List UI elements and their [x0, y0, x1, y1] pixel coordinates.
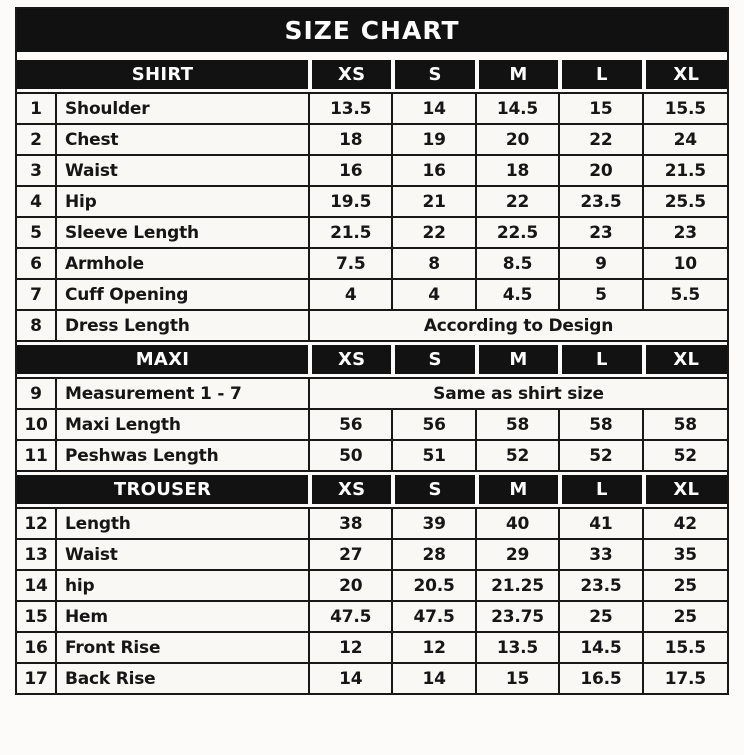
row-label-cell: Peshwas Length: [57, 441, 310, 470]
size-column-header: L: [560, 60, 643, 89]
row-value-cell: 21.5: [664, 160, 706, 181]
table-row: [17, 410, 727, 441]
section-header-maxi: [17, 342, 727, 379]
row-value-cell: 14: [310, 664, 393, 693]
row-value-cell: 39: [393, 509, 476, 538]
row-number-cell: 9: [17, 379, 57, 408]
size-column-header: XS: [310, 475, 393, 504]
size-column-header: XL: [644, 60, 727, 89]
row-value-cell: 15: [560, 94, 643, 123]
row-value-cell: 20: [477, 125, 560, 154]
chart-title-bar: [17, 9, 727, 52]
size-column-header: XL: [644, 345, 727, 374]
row-value-cell: 52: [560, 441, 643, 470]
row-value-cell: 7.5: [310, 249, 393, 278]
row-value-cell: 35: [673, 544, 697, 565]
row-value-cell: 24: [673, 129, 697, 150]
row-value-cell: 27: [310, 540, 393, 569]
row-value-cell: 20: [310, 571, 393, 600]
row-value-cell: 58: [477, 410, 560, 439]
row-value-cell: 10: [673, 253, 697, 274]
size-column-header: M: [477, 345, 560, 374]
row-value-cell: 23.5: [560, 187, 643, 216]
row-span-value-cell: Same as shirt size: [433, 383, 604, 404]
row-number-cell: 11: [17, 441, 57, 470]
row-value-cell: 51: [393, 441, 476, 470]
size-column-header: S: [393, 475, 476, 504]
row-value-cell: 21.5: [310, 218, 393, 247]
row-value-cell: 14.5: [560, 633, 643, 662]
row-value-cell: 56: [393, 410, 476, 439]
row-value-cell: 50: [310, 441, 393, 470]
row-value-cell: 15.5: [664, 637, 706, 658]
row-label-cell: Waist: [57, 156, 310, 185]
size-chart-table: [15, 7, 729, 695]
size-column-header: S: [393, 345, 476, 374]
row-number-cell: 1: [17, 94, 57, 123]
row-value-cell: 22.5: [477, 218, 560, 247]
table-row: [17, 379, 727, 410]
section-name-cell: TROUSER: [17, 475, 310, 504]
table-body: [17, 57, 727, 693]
size-column-header: XL: [644, 475, 727, 504]
row-value-cell: 22: [477, 187, 560, 216]
table-row: [17, 602, 727, 633]
row-number-cell: 6: [17, 249, 57, 278]
row-label-cell: Cuff Opening: [57, 280, 310, 309]
table-row: [17, 441, 727, 472]
row-number-cell: 5: [17, 218, 57, 247]
section-name-cell: SHIRT: [17, 60, 310, 89]
row-value-cell: 15: [477, 664, 560, 693]
size-column-header: M: [477, 60, 560, 89]
row-value-cell: 22: [560, 125, 643, 154]
row-number-cell: 7: [17, 280, 57, 309]
table-row: [17, 218, 727, 249]
row-number-cell: 4: [17, 187, 57, 216]
row-number-cell: 12: [17, 509, 57, 538]
row-value-cell: 23.75: [477, 602, 560, 631]
row-value-cell: 25: [560, 602, 643, 631]
row-value-cell: 15.5: [664, 98, 706, 119]
row-span-value-cell: According to Design: [423, 315, 614, 336]
row-value-cell: 4: [393, 280, 476, 309]
size-column-header: XS: [310, 345, 393, 374]
row-value-cell: 13.5: [477, 633, 560, 662]
row-value-cell: 28: [393, 540, 476, 569]
row-label-cell: Waist: [57, 540, 310, 569]
row-value-cell: 23: [673, 222, 697, 243]
row-value-cell: 14: [393, 664, 476, 693]
row-value-cell: 38: [310, 509, 393, 538]
row-number-cell: 15: [17, 602, 57, 631]
row-label-cell: Armhole: [57, 249, 310, 278]
row-label-cell: hip: [57, 571, 310, 600]
row-value-cell: 12: [393, 633, 476, 662]
row-value-cell: 40: [477, 509, 560, 538]
table-row: [17, 125, 727, 156]
row-value-cell: 16.5: [560, 664, 643, 693]
row-number-cell: 13: [17, 540, 57, 569]
row-value-cell: 9: [560, 249, 643, 278]
section-header-trouser: [17, 472, 727, 509]
section-header-shirt: [17, 57, 727, 94]
row-label-cell: Measurement 1 - 7: [57, 379, 310, 408]
table-row: [17, 280, 727, 311]
row-value-cell: 5: [560, 280, 643, 309]
row-value-cell: 14.5: [477, 94, 560, 123]
size-column-header: XS: [310, 60, 393, 89]
row-label-cell: Maxi Length: [57, 410, 310, 439]
row-value-cell: 47.5: [393, 602, 476, 631]
row-value-cell: 14: [393, 94, 476, 123]
row-number-cell: 3: [17, 156, 57, 185]
row-value-cell: 20.5: [393, 571, 476, 600]
row-value-cell: 25: [673, 575, 697, 596]
row-number-cell: 10: [17, 410, 57, 439]
table-row: [17, 571, 727, 602]
row-value-cell: 41: [560, 509, 643, 538]
size-column-header: S: [393, 60, 476, 89]
row-label-cell: Hem: [57, 602, 310, 631]
row-value-cell: 19.5: [310, 187, 393, 216]
row-value-cell: 18: [477, 156, 560, 185]
row-value-cell: 21: [393, 187, 476, 216]
row-value-cell: 8.5: [477, 249, 560, 278]
row-value-cell: 16: [310, 156, 393, 185]
row-number-cell: 17: [17, 664, 57, 693]
row-value-cell: 20: [560, 156, 643, 185]
row-value-cell: 29: [477, 540, 560, 569]
row-value-cell: 52: [477, 441, 560, 470]
row-value-cell: 8: [393, 249, 476, 278]
table-row: [17, 156, 727, 187]
row-label-cell: Dress Length: [57, 311, 310, 340]
row-value-cell: 33: [560, 540, 643, 569]
section-name-cell: MAXI: [17, 345, 310, 374]
table-row: [17, 94, 727, 125]
row-value-cell: 12: [310, 633, 393, 662]
row-value-cell: 47.5: [310, 602, 393, 631]
row-label-cell: Sleeve Length: [57, 218, 310, 247]
row-value-cell: 23.5: [560, 571, 643, 600]
table-row: [17, 249, 727, 280]
row-value-cell: 42: [673, 513, 697, 534]
row-value-cell: 21.25: [477, 571, 560, 600]
row-value-cell: 25.5: [664, 191, 706, 212]
row-value-cell: 13.5: [310, 94, 393, 123]
row-number-cell: 16: [17, 633, 57, 662]
row-value-cell: 58: [560, 410, 643, 439]
table-row: [17, 633, 727, 664]
row-value-cell: 23: [560, 218, 643, 247]
row-value-cell: 18: [310, 125, 393, 154]
row-label-cell: Back Rise: [57, 664, 310, 693]
table-row: [17, 187, 727, 218]
row-number-cell: 2: [17, 125, 57, 154]
table-row: [17, 311, 727, 342]
size-column-header: M: [477, 475, 560, 504]
row-number-cell: 14: [17, 571, 57, 600]
row-label-cell: Shoulder: [57, 94, 310, 123]
page-title: SIZE CHART: [284, 16, 460, 45]
row-value-cell: 52: [673, 445, 697, 466]
row-value-cell: 22: [393, 218, 476, 247]
row-value-cell: 58: [673, 414, 697, 435]
row-label-cell: Hip: [57, 187, 310, 216]
row-value-cell: 25: [673, 606, 697, 627]
row-value-cell: 4: [310, 280, 393, 309]
row-value-cell: 17.5: [664, 668, 706, 689]
row-label-cell: Length: [57, 509, 310, 538]
row-label-cell: Front Rise: [57, 633, 310, 662]
size-column-header: L: [560, 475, 643, 504]
row-value-cell: 4.5: [477, 280, 560, 309]
row-number-cell: 8: [17, 311, 57, 340]
row-value-cell: 16: [393, 156, 476, 185]
table-row: [17, 664, 727, 693]
table-row: [17, 540, 727, 571]
row-value-cell: 5.5: [670, 284, 701, 305]
row-value-cell: 56: [310, 410, 393, 439]
table-row: [17, 509, 727, 540]
size-column-header: L: [560, 345, 643, 374]
row-value-cell: 19: [393, 125, 476, 154]
row-label-cell: Chest: [57, 125, 310, 154]
